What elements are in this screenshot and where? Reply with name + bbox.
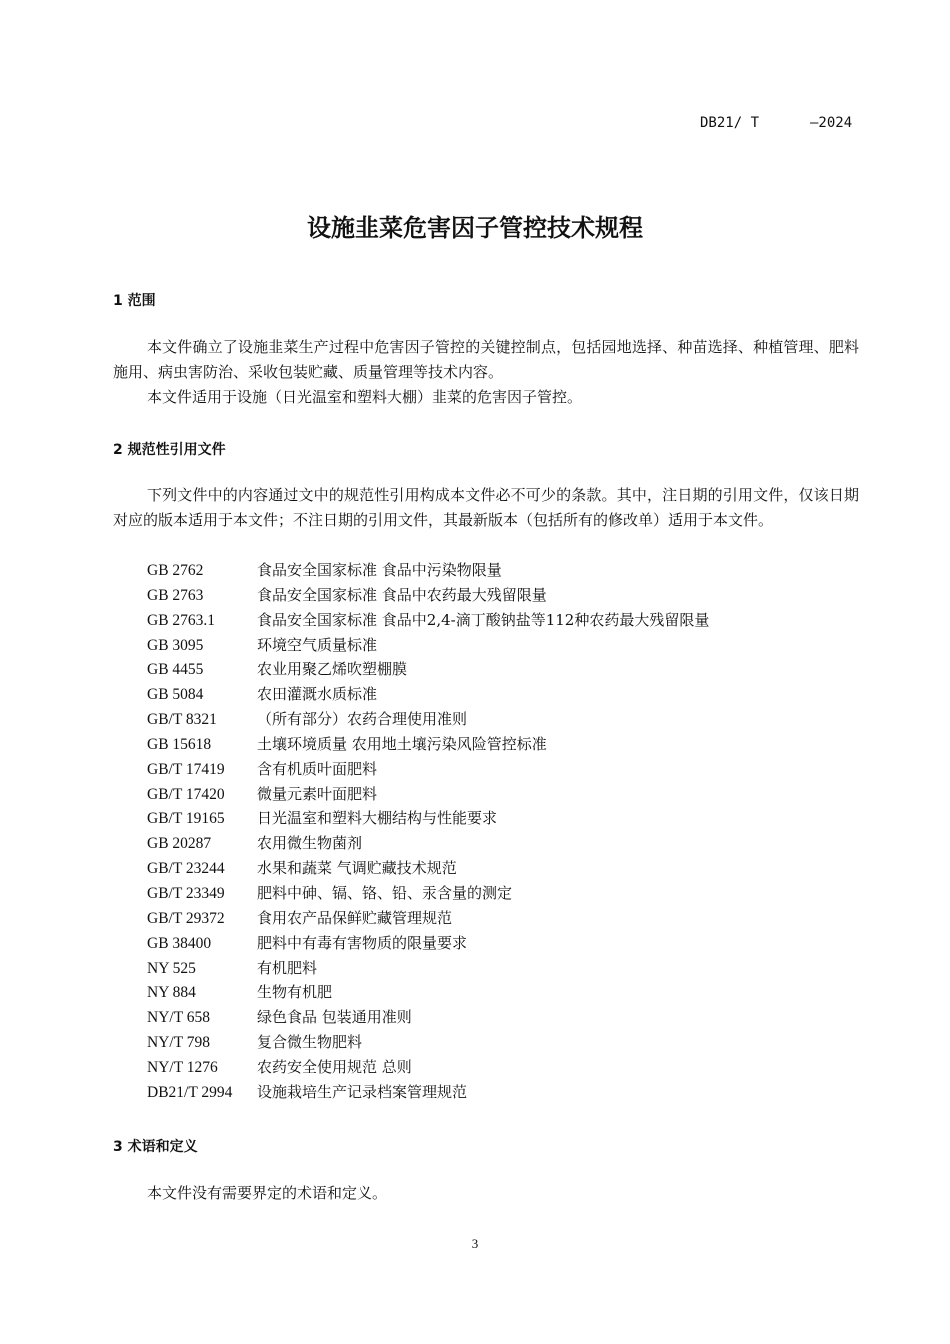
reference-code: NY/T 658 bbox=[147, 1009, 211, 1027]
reference-item bbox=[147, 806, 709, 831]
reference-code: NY 525 bbox=[147, 959, 196, 977]
reference-title: 土壤环境质量 农用地土壤污染风险管控标准 bbox=[257, 734, 547, 753]
reference-title: 农药安全使用规范 总则 bbox=[257, 1057, 412, 1076]
reference-item bbox=[147, 931, 709, 956]
reference-code: GB 38400 bbox=[147, 934, 212, 952]
reference-code: GB 2762 bbox=[147, 562, 204, 579]
reference-title: 食品安全国家标准 食品中2,4-滴丁酸钠盐等112种农药最大残留限量 bbox=[257, 610, 710, 629]
reference-title: 农业用聚乙烯吹塑棚膜 bbox=[257, 660, 408, 679]
reference-code: GB 15618 bbox=[147, 735, 212, 753]
reference-title: 生物有机肥 bbox=[257, 983, 333, 1002]
reference-code: GB/T 19165 bbox=[147, 810, 225, 828]
reference-item bbox=[147, 881, 709, 906]
reference-item bbox=[147, 633, 709, 658]
reference-title: 设施栽培生产记录档案管理规范 bbox=[257, 1082, 468, 1101]
reference-item bbox=[147, 782, 709, 807]
standard-code: DB21/ T bbox=[700, 115, 760, 131]
section-heading-terms: 3 术语和定义 bbox=[113, 1139, 198, 1155]
standard-year: —2024 bbox=[810, 115, 853, 131]
reference-item bbox=[147, 757, 709, 782]
reference-title: 肥料中有毒有害物质的限量要求 bbox=[257, 933, 468, 952]
reference-item bbox=[147, 707, 709, 732]
reference-item bbox=[147, 558, 709, 583]
terms-paragraph: 本文件没有需要界定的术语和定义。 bbox=[147, 1184, 388, 1202]
reference-item bbox=[147, 831, 709, 856]
scope-paragraph-2: 本文件适用于设施（日光温室和塑料大棚）韭菜的危害因子管控。 bbox=[147, 388, 583, 406]
reference-item bbox=[147, 1005, 709, 1030]
reference-item bbox=[147, 980, 709, 1005]
reference-code: GB/T 29372 bbox=[147, 909, 225, 927]
reference-code: NY 884 bbox=[147, 984, 196, 1002]
reference-title: 农用微生物菌剂 bbox=[257, 834, 363, 853]
document-title: 设施韭菜危害因子管控技术规程 bbox=[307, 214, 643, 242]
section-heading-scope: 1 范围 bbox=[113, 293, 156, 309]
reference-item bbox=[147, 657, 709, 682]
reference-item bbox=[147, 608, 709, 633]
reference-title: 农田灌溉水质标准 bbox=[257, 685, 378, 704]
reference-title: 食品安全国家标准 食品中污染物限量 bbox=[257, 561, 502, 579]
reference-item bbox=[147, 906, 709, 931]
reference-list bbox=[147, 558, 709, 1105]
section-heading-references: 2 规范性引用文件 bbox=[113, 442, 226, 458]
reference-title: 复合微生物肥料 bbox=[257, 1033, 363, 1052]
reference-code: NY/T 1276 bbox=[147, 1058, 218, 1076]
page-number: 3 bbox=[471, 1236, 479, 1251]
reference-title: 肥料中砷、镉、铬、铅、汞含量的测定 bbox=[257, 883, 513, 902]
reference-title: 绿色食品 包装通用准则 bbox=[257, 1008, 412, 1027]
reference-code: GB 2763 bbox=[147, 586, 204, 604]
reference-title: 微量元素叶面肥料 bbox=[257, 784, 378, 803]
scope-paragraph-1: 本文件确立了设施韭菜生产过程中危害因子管控的关键控制点，包括园地选择、种苗选择、种植管理、肥料施用、病虫害防治、采收包装贮藏、质量管理等技术内容。 bbox=[113, 338, 859, 381]
reference-item bbox=[147, 1030, 709, 1055]
reference-item bbox=[147, 1055, 709, 1080]
reference-title: 环境空气质量标准 bbox=[257, 635, 378, 654]
reference-code: GB/T 17419 bbox=[147, 760, 225, 778]
reference-code: DB21/T 2994 bbox=[147, 1083, 233, 1101]
reference-title: 含有机质叶面肥料 bbox=[257, 759, 378, 778]
reference-code: GB/T 8321 bbox=[147, 711, 217, 729]
reference-item bbox=[147, 682, 709, 707]
reference-item bbox=[147, 583, 709, 608]
reference-code: GB 4455 bbox=[147, 661, 204, 679]
reference-title: （所有部分）农药合理使用准则 bbox=[257, 710, 468, 729]
reference-code: GB 2763.1 bbox=[147, 611, 216, 629]
reference-item bbox=[147, 956, 709, 981]
reference-title: 食用农产品保鲜贮藏管理规范 bbox=[257, 908, 453, 927]
reference-code: GB/T 23244 bbox=[147, 860, 225, 878]
reference-title: 有机肥料 bbox=[257, 958, 318, 977]
reference-code: GB 20287 bbox=[147, 835, 212, 853]
reference-code: GB/T 17420 bbox=[147, 785, 225, 803]
reference-item bbox=[147, 1080, 709, 1105]
reference-title: 食品安全国家标准 食品中农药最大残留限量 bbox=[257, 585, 547, 604]
reference-code: GB 3095 bbox=[147, 636, 204, 654]
reference-code: GB/T 23349 bbox=[147, 884, 225, 902]
reference-item bbox=[147, 732, 709, 757]
reference-title: 日光温室和塑料大棚结构与性能要求 bbox=[257, 809, 498, 828]
page-header bbox=[0, 115, 950, 135]
reference-code: NY/T 798 bbox=[147, 1034, 211, 1052]
reference-title: 水果和蔬菜 气调贮藏技术规范 bbox=[257, 859, 457, 878]
reference-code: GB 5084 bbox=[147, 686, 204, 704]
references-intro: 下列文件中的内容通过文中的规范性引用构成本文件必不可少的条款。其中，注日期的引用文件，仅该日期对应的版本适用于本文件；不注日期的引用文件，其最新版本（包括所有的修改单）适用于本文件。 bbox=[113, 486, 859, 529]
reference-item bbox=[147, 856, 709, 881]
